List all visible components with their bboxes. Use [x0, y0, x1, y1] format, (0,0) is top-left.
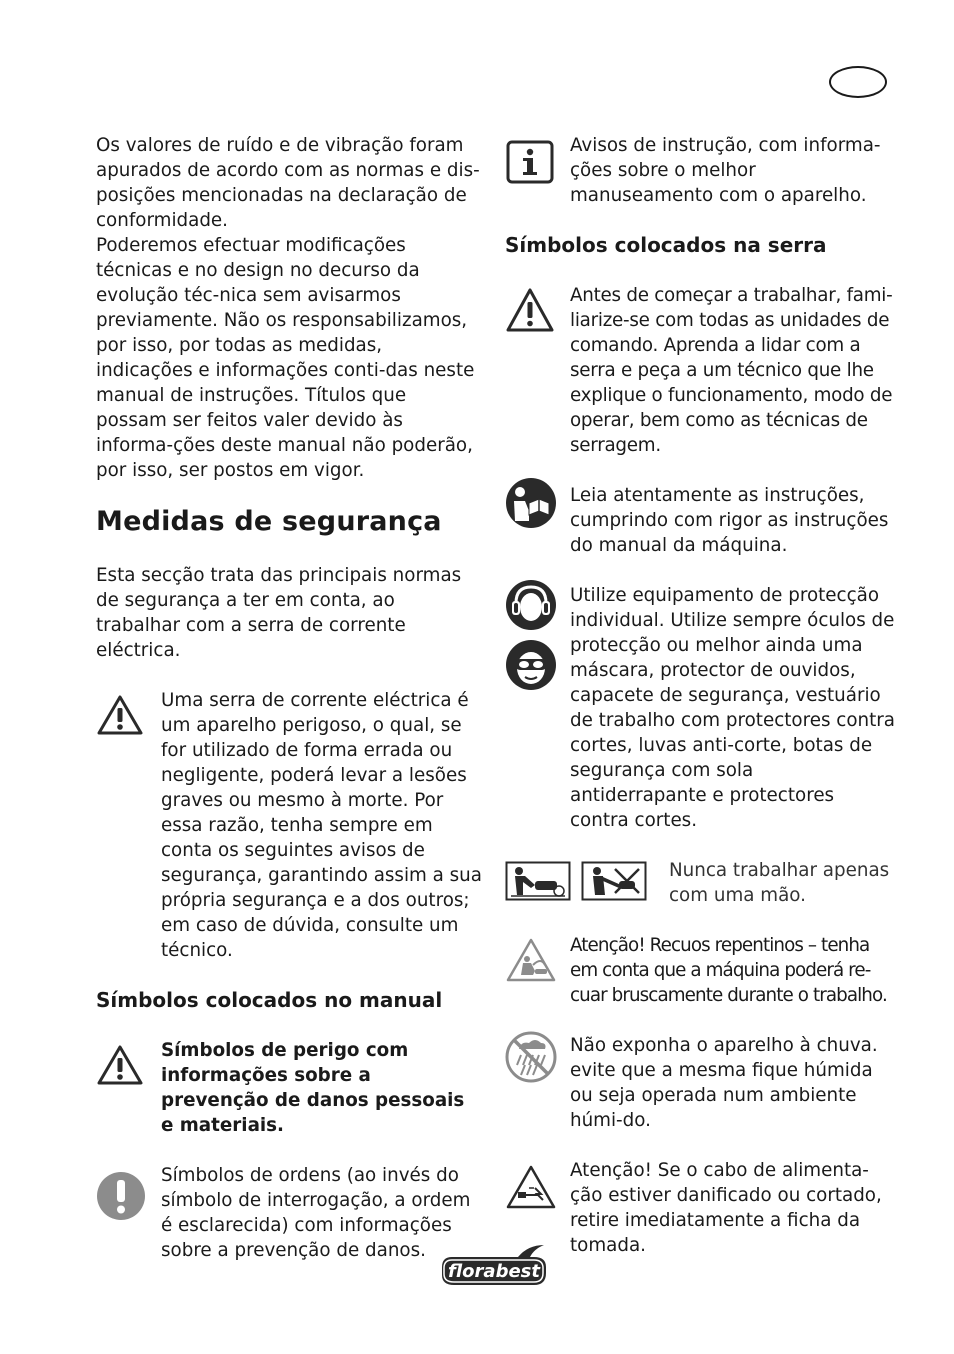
no-rain-icon — [505, 1031, 557, 1083]
intro-paragraph-1: Os valores de ruído e de vibração foram apurados de acordo com as normas e dis-posições mencionadas na declaração de conformidade. — [96, 135, 480, 231]
two-hands-text: Nunca trabalhar apenas com uma mão. — [669, 860, 890, 906]
rain-block — [505, 1033, 895, 1133]
ppe-text: Utilize equipamento de protecção individual. Utilize sempre óculos de protecção ou melhor ainda uma máscara, protector de ouvidos, capacete de segurança, vestuário de trabalho com protectores contra cortes, luvas anti-corte, botas de segurança com sola antiderrapante e protectores contra cortes. — [570, 585, 896, 831]
familiarize-text: Antes de começar a trabalhar, fami-liarize-se com todas as unidades de comando. Aprenda a lidar com a serra e peça a um técnico que lhe explique o funcionamento, modo de operar, bem como as técnicas de serragem. — [570, 285, 893, 456]
eye-protection-icon — [505, 639, 557, 691]
kickback-block — [505, 933, 895, 1008]
ear-protection-icon — [505, 579, 557, 631]
warning-triangle-icon — [96, 694, 144, 736]
ppe-block — [505, 583, 895, 833]
cable-block — [505, 1158, 895, 1258]
info-text: Avisos de instrução, com informa-ções sobre o melhor manuseamento com o aparelho. — [570, 135, 881, 206]
read-manual-icon — [505, 477, 557, 529]
order-symbols-block — [96, 1163, 482, 1263]
brand-text: florabest — [448, 1261, 540, 1282]
kickback-text: Atenção! Recuos repentinos – tenha em conta que a máquina poderá re-cuar bruscamente durante o trabalho. — [570, 935, 887, 1006]
left-column — [96, 133, 482, 1263]
florabest-logo — [438, 1243, 552, 1289]
damaged-cable-warning-icon — [505, 1164, 557, 1210]
danger-symbols-block — [96, 1038, 482, 1138]
rain-text: Não exponha o aparelho à chuva. evite que a mesma fique húmida ou seja operada num ambiente húmi-do. — [570, 1035, 878, 1131]
two-hands-block — [505, 858, 895, 908]
kickback-warning-icon — [505, 937, 557, 983]
read-manual-text: Leia atentamente as instruções, cumprindo com rigor as instruções do manual da máquina. — [570, 485, 889, 556]
warning-triangle-icon — [505, 287, 555, 333]
section-title: Medidas de segurança — [96, 506, 442, 537]
danger-symbols-text: Símbolos de perigo com informações sobre a prevenção de danos pessoais e materiais. — [161, 1040, 465, 1136]
info-block — [505, 133, 895, 208]
warning-text: Uma serra de corrente eléctrica é um aparelho perigoso, o qual, se for utilizado de forma errada ou negligente, poderá levar a lesões graves ou mesmo à morte. Por essa razão, tenha sempre em conta os seguintes avisos de segurança, garantindo assim a sua própria segurança e a dos outros; em caso de dúvida, consulte um técnico. — [161, 690, 482, 961]
warning-block — [96, 688, 482, 963]
intro-paragraph-2: Poderemos efectuar modificações técnicas e no design no decurso da evolução téc-nica sem avisarmos previamente. Não os responsabilizamos, por isso, por todas as medidas, indicações e informações conti-das neste manual de instruções. Títulos que possam ser feitos valer devido às informa-ções deste manual não poderão, por isso, ser postos em vigor. — [96, 235, 475, 481]
section-intro: Esta secção trata das principais normas de segurança a ter em conta, ao trabalhar com a serra de corrente eléctrica. — [96, 565, 462, 661]
saw-symbols-title: Símbolos colocados na serra — [505, 233, 827, 257]
language-badge — [829, 66, 887, 98]
order-symbols-text: Símbolos de ordens (ao invés do símbolo de interrogação, a ordem é esclarecida) com informações sobre a prevenção de danos. — [161, 1165, 471, 1261]
manual-symbols-title: Símbolos colocados no manual — [96, 988, 443, 1012]
right-column — [505, 133, 895, 1258]
info-icon — [505, 139, 555, 185]
read-manual-block — [505, 483, 895, 558]
two-hands-operation-icon — [505, 861, 571, 901]
exclamation-circle-icon — [96, 1171, 146, 1221]
no-one-hand-operation-icon — [581, 861, 647, 901]
cable-text: Atenção! Se o cabo de alimenta-ção estiver danificado ou cortado, retire imediatamente a ficha da tomada. — [570, 1160, 882, 1256]
familiarize-block — [505, 283, 895, 458]
warning-triangle-icon — [96, 1044, 144, 1086]
